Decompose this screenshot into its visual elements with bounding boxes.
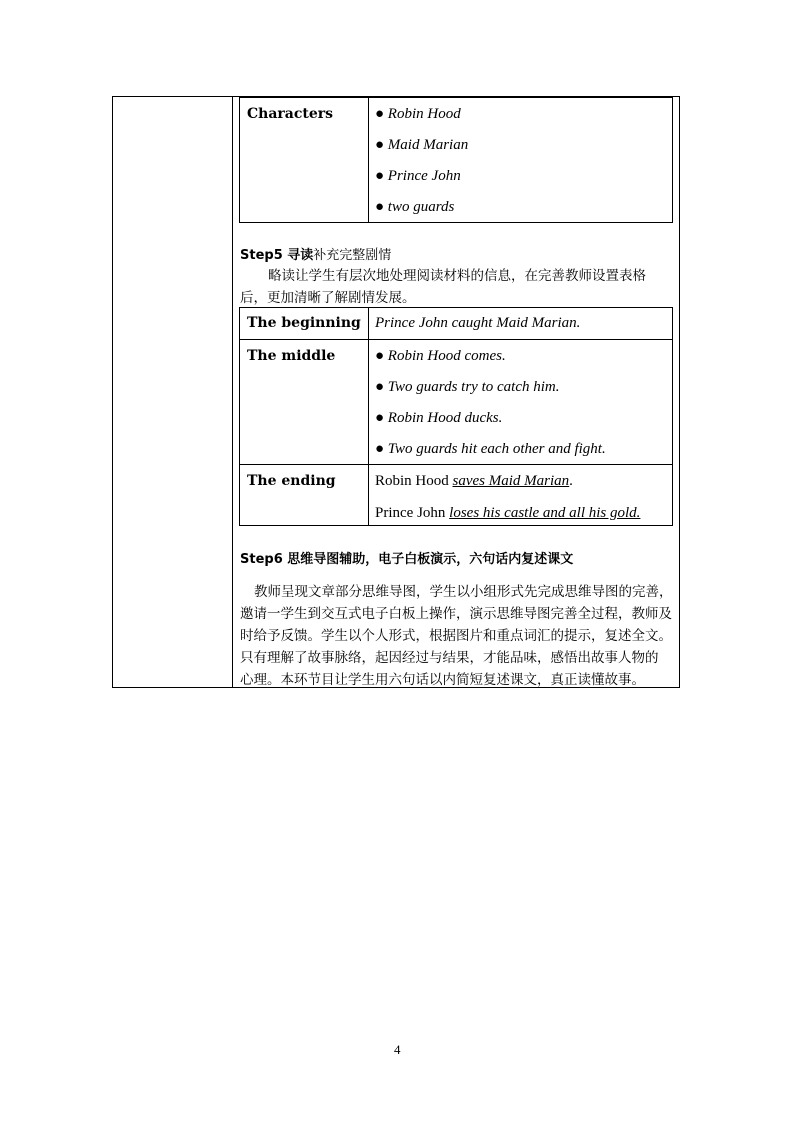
- step5-prefix: Step5: [240, 248, 288, 263]
- beginning-label: The beginning: [247, 315, 361, 331]
- column-divider: [232, 97, 233, 687]
- step5-rest: 补充完整剧情: [313, 248, 392, 263]
- step5-bold: 寻读: [287, 248, 314, 263]
- step6-para-line: 教师呈现文章部分思维导图，学生以小组形式先完成思维导图的完善，: [254, 584, 673, 600]
- middle-item: ● Two guards try to catch him.: [375, 379, 560, 395]
- ending-label: The ending: [247, 473, 336, 489]
- step6-para-line: 心理。本环节目让学生用六句话以内简短复述课文，真正读懂故事。: [240, 672, 645, 688]
- step6-para-line: 邀请一学生到交互式电子白板上操作，演示思维导图完善全过程，教师及: [240, 606, 672, 622]
- middle-label: The middle: [247, 348, 336, 364]
- step6-para-line: 时给予反馈。学生以个人形式，根据图片和重点词汇的提示，复述全文。: [240, 628, 672, 644]
- characters-label: Characters: [247, 106, 333, 122]
- ending-1-blank: saves Maid Marian: [452, 473, 570, 489]
- step6-title: Step6 思维导图辅助，电子白板演示，六句话内复述课文: [240, 552, 574, 567]
- character-item: ● Maid Marian: [375, 137, 469, 153]
- ending-1-plain: Robin Hood: [375, 473, 453, 489]
- ending-2-plain: Prince John: [375, 505, 450, 521]
- middle-item: ● Two guards hit each other and fight.: [375, 441, 606, 457]
- ending-1-end: .: [569, 473, 573, 489]
- step6-para-line: 只有理解了故事脉络，起因经过与结果，才能品味，感悟出故事人物的: [240, 650, 659, 666]
- ending-line-1: [375, 473, 573, 490]
- step5-para-line: 后，更加清晰了解剧情发展。: [240, 290, 416, 306]
- ending-2-blank: loses his castle and all his gold.: [449, 505, 641, 521]
- character-item: ● two guards: [375, 199, 455, 215]
- step5-para-line: 略读让学生有层次地处理阅读材料的信息，在完善教师设置表格: [268, 268, 646, 284]
- beginning-text: Prince John caught Maid Marian.: [375, 315, 581, 331]
- step6-heading: [240, 548, 573, 567]
- step5-heading: [240, 244, 391, 263]
- ending-line-2: [375, 505, 640, 522]
- character-item: ● Robin Hood: [375, 106, 461, 122]
- plot-table: [239, 307, 673, 526]
- middle-item: ● Robin Hood comes.: [375, 348, 506, 364]
- middle-item: ● Robin Hood ducks.: [375, 410, 503, 426]
- characters-table: [239, 97, 673, 223]
- page-number: 4: [394, 1042, 401, 1057]
- character-item: ● Prince John: [375, 168, 461, 184]
